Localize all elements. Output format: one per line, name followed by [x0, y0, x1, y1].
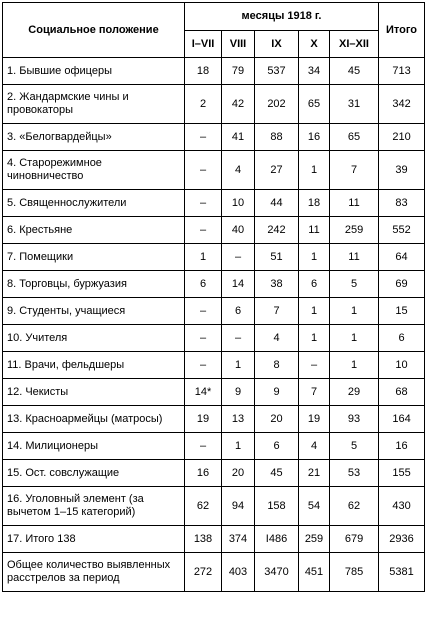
table-row [3, 298, 425, 325]
row-value-cell: 10 [222, 190, 255, 217]
row-value-cell: 29 [330, 379, 379, 406]
table-row [3, 85, 425, 124]
header-month: I–VII [185, 31, 222, 58]
row-value-cell: 20 [222, 460, 255, 487]
row-value-cell: 403 [222, 553, 255, 592]
table-row [3, 325, 425, 352]
row-total-cell: 10 [379, 352, 425, 379]
row-value-cell: – [185, 217, 222, 244]
header-social-status: Социальное положение [3, 3, 185, 58]
row-total-cell: 164 [379, 406, 425, 433]
row-value-cell: 65 [330, 124, 379, 151]
row-value-cell: 27 [255, 151, 299, 190]
row-value-cell: 65 [299, 85, 330, 124]
row-value-cell: – [299, 352, 330, 379]
row-value-cell: – [185, 190, 222, 217]
row-value-cell: 158 [255, 487, 299, 526]
header-total: Итого [379, 3, 425, 58]
table-row [3, 379, 425, 406]
row-value-cell: 1 [330, 325, 379, 352]
row-value-cell: 1 [299, 244, 330, 271]
row-value-cell: 38 [255, 271, 299, 298]
row-value-cell: – [222, 244, 255, 271]
row-value-cell: 6 [255, 433, 299, 460]
row-value-cell: 11 [330, 190, 379, 217]
row-label: 1. Бывшие офицеры [3, 58, 185, 85]
row-label: 15. Ост. совслужащие [3, 460, 185, 487]
table-row [3, 406, 425, 433]
table-row [3, 58, 425, 85]
table-row [3, 271, 425, 298]
table-row [3, 151, 425, 190]
row-value-cell: 6 [299, 271, 330, 298]
row-total-cell: 5381 [379, 553, 425, 592]
row-value-cell: 34 [299, 58, 330, 85]
row-value-cell: 5 [330, 433, 379, 460]
row-total-cell: 713 [379, 58, 425, 85]
table-row [3, 190, 425, 217]
row-value-cell: 41 [222, 124, 255, 151]
row-value-cell: 202 [255, 85, 299, 124]
row-value-cell: 20 [255, 406, 299, 433]
executions-table [2, 2, 425, 592]
row-value-cell: 14* [185, 379, 222, 406]
row-value-cell: 14 [222, 271, 255, 298]
row-value-cell: 259 [299, 526, 330, 553]
row-value-cell: 18 [185, 58, 222, 85]
row-value-cell: 94 [222, 487, 255, 526]
row-value-cell: 1 [222, 352, 255, 379]
row-value-cell: – [185, 352, 222, 379]
row-value-cell: 45 [330, 58, 379, 85]
row-value-cell: 1 [330, 352, 379, 379]
row-label: Общее количество выявленных расстрелов за период [3, 553, 185, 592]
table-body [3, 58, 425, 592]
row-value-cell: 259 [330, 217, 379, 244]
row-value-cell: 79 [222, 58, 255, 85]
table-row [3, 352, 425, 379]
row-value-cell: 19 [185, 406, 222, 433]
row-label: 9. Студенты, учащиеся [3, 298, 185, 325]
row-value-cell: 374 [222, 526, 255, 553]
row-value-cell: – [185, 151, 222, 190]
row-total-cell: 69 [379, 271, 425, 298]
header-month: IX [255, 31, 299, 58]
table-row [3, 460, 425, 487]
row-total-cell: 155 [379, 460, 425, 487]
row-total-cell: 210 [379, 124, 425, 151]
row-total-cell: 2936 [379, 526, 425, 553]
row-value-cell: 1 [222, 433, 255, 460]
row-label: 6. Крестьяне [3, 217, 185, 244]
row-label: 11. Врачи, фельдшеры [3, 352, 185, 379]
header-month: X [299, 31, 330, 58]
row-label: 14. Милиционеры [3, 433, 185, 460]
row-value-cell: 11 [330, 244, 379, 271]
row-label: 2. Жандармские чины и провокаторы [3, 85, 185, 124]
row-label: 5. Священнослужители [3, 190, 185, 217]
row-value-cell: 4 [255, 325, 299, 352]
row-value-cell: 1 [299, 325, 330, 352]
row-value-cell: 42 [222, 85, 255, 124]
row-label: 13. Красноармейцы (матросы) [3, 406, 185, 433]
row-total-cell: 552 [379, 217, 425, 244]
table-header [3, 3, 425, 58]
table-row [3, 553, 425, 592]
row-value-cell: 16 [299, 124, 330, 151]
row-total-cell: 64 [379, 244, 425, 271]
row-label: 10. Учителя [3, 325, 185, 352]
row-value-cell: 54 [299, 487, 330, 526]
row-value-cell: – [185, 433, 222, 460]
row-value-cell: 7 [255, 298, 299, 325]
row-value-cell: – [222, 325, 255, 352]
row-value-cell: 45 [255, 460, 299, 487]
row-total-cell: 342 [379, 85, 425, 124]
row-value-cell: 40 [222, 217, 255, 244]
row-label: 12. Чекисты [3, 379, 185, 406]
row-value-cell: 138 [185, 526, 222, 553]
row-value-cell: 272 [185, 553, 222, 592]
header-month: VIII [222, 31, 255, 58]
table-row [3, 217, 425, 244]
row-value-cell: 537 [255, 58, 299, 85]
row-value-cell: 7 [299, 379, 330, 406]
table-row [3, 124, 425, 151]
row-value-cell: 51 [255, 244, 299, 271]
row-value-cell: 9 [222, 379, 255, 406]
row-value-cell: – [185, 298, 222, 325]
executions-table-container [2, 2, 425, 592]
row-value-cell: 5 [330, 271, 379, 298]
table-row [3, 487, 425, 526]
row-value-cell: 11 [299, 217, 330, 244]
row-value-cell: 1 [330, 298, 379, 325]
row-value-cell: 6 [222, 298, 255, 325]
row-label: 3. «Белогвардейцы» [3, 124, 185, 151]
row-value-cell: 31 [330, 85, 379, 124]
row-value-cell: 8 [255, 352, 299, 379]
row-total-cell: 39 [379, 151, 425, 190]
row-value-cell: – [185, 325, 222, 352]
row-value-cell: 93 [330, 406, 379, 433]
row-value-cell: 88 [255, 124, 299, 151]
table-row [3, 526, 425, 553]
row-value-cell: 3470 [255, 553, 299, 592]
row-value-cell: 6 [185, 271, 222, 298]
header-months-group: месяцы 1918 г. [185, 3, 379, 31]
table-row [3, 244, 425, 271]
row-value-cell: 19 [299, 406, 330, 433]
row-label: 4. Старорежимное чиновничество [3, 151, 185, 190]
row-value-cell: 62 [185, 487, 222, 526]
row-value-cell: 2 [185, 85, 222, 124]
row-value-cell: 242 [255, 217, 299, 244]
row-value-cell: 44 [255, 190, 299, 217]
row-total-cell: 16 [379, 433, 425, 460]
row-value-cell: 7 [330, 151, 379, 190]
header-month: XI–XII [330, 31, 379, 58]
table-row [3, 433, 425, 460]
row-total-cell: 6 [379, 325, 425, 352]
row-value-cell: 13 [222, 406, 255, 433]
row-value-cell: I486 [255, 526, 299, 553]
row-value-cell: 4 [222, 151, 255, 190]
row-value-cell: 21 [299, 460, 330, 487]
row-value-cell: 1 [185, 244, 222, 271]
row-total-cell: 430 [379, 487, 425, 526]
row-total-cell: 15 [379, 298, 425, 325]
row-total-cell: 83 [379, 190, 425, 217]
row-label: 8. Торговцы, буржуазия [3, 271, 185, 298]
row-value-cell: 53 [330, 460, 379, 487]
row-value-cell: 679 [330, 526, 379, 553]
row-label: 17. Итого 138 [3, 526, 185, 553]
row-value-cell: 16 [185, 460, 222, 487]
row-value-cell: 1 [299, 298, 330, 325]
header-row-top [3, 3, 425, 31]
row-total-cell: 68 [379, 379, 425, 406]
row-label: 16. Уголовный элемент (за вычетом 1–15 категорий) [3, 487, 185, 526]
row-value-cell: 62 [330, 487, 379, 526]
row-label: 7. Помещики [3, 244, 185, 271]
row-value-cell: 451 [299, 553, 330, 592]
row-value-cell: 785 [330, 553, 379, 592]
row-value-cell: 9 [255, 379, 299, 406]
row-value-cell: 1 [299, 151, 330, 190]
row-value-cell: 4 [299, 433, 330, 460]
row-value-cell: 18 [299, 190, 330, 217]
row-value-cell: – [185, 124, 222, 151]
